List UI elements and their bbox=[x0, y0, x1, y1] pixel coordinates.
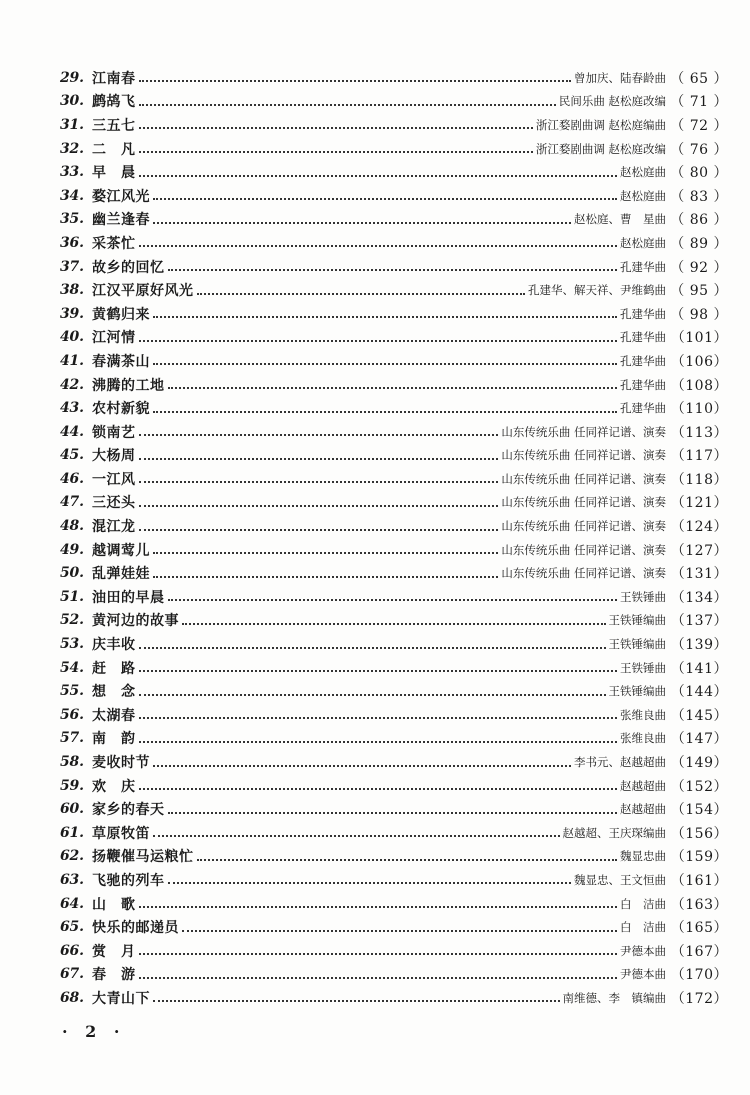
toc-entry-title: 江河情 bbox=[92, 330, 136, 347]
toc-entry-page: （134） bbox=[670, 589, 728, 606]
toc-entry-number: 50. bbox=[60, 565, 84, 582]
toc-entry-page: （101） bbox=[670, 330, 728, 347]
toc-entry-number: 65. bbox=[60, 919, 84, 936]
dot-leader bbox=[168, 598, 618, 601]
dot-leader bbox=[153, 999, 560, 1002]
toc-entry bbox=[60, 396, 728, 420]
dot-leader bbox=[153, 764, 571, 767]
dot-leader bbox=[197, 858, 618, 861]
toc-entry-page: （154） bbox=[670, 802, 728, 819]
toc-entry bbox=[60, 184, 728, 208]
toc-entry-author: 山东传统乐曲 任同祥记谱、演奏 bbox=[501, 471, 666, 486]
toc-entry-author: 王铁锤曲 bbox=[620, 589, 666, 604]
toc-entry bbox=[60, 326, 728, 350]
toc-entry-page: （172） bbox=[670, 990, 728, 1007]
toc-entry bbox=[60, 986, 728, 1010]
toc-entry-number: 57. bbox=[60, 730, 84, 747]
dot-leader bbox=[153, 834, 560, 837]
toc-entry-page: （131） bbox=[670, 566, 728, 583]
toc-entry-title: 农村新貌 bbox=[92, 401, 150, 418]
toc-entry-number: 60. bbox=[60, 801, 84, 818]
toc-entry bbox=[60, 656, 728, 680]
toc-entry-number: 51. bbox=[60, 588, 84, 605]
toc-entry-title: 一江风 bbox=[92, 471, 136, 488]
toc-entry-number: 61. bbox=[60, 824, 84, 841]
toc-entry-number: 47. bbox=[60, 494, 84, 511]
toc-entry bbox=[60, 609, 728, 633]
toc-entry-author: 赵越超曲 bbox=[620, 778, 666, 793]
toc-entry-title: 幽兰逢春 bbox=[92, 212, 150, 229]
toc-entry-page: （ 72 ） bbox=[670, 117, 728, 134]
toc-entry-author: 尹德本曲 bbox=[620, 967, 666, 982]
toc-entry bbox=[60, 561, 728, 585]
toc-entry-number: 31. bbox=[60, 116, 84, 133]
toc-entry-author: 山东传统乐曲 任同祥记谱、演奏 bbox=[501, 424, 666, 439]
dot-leader bbox=[139, 976, 618, 979]
toc-entry bbox=[60, 514, 728, 538]
toc-entry-title: 大杨周 bbox=[92, 448, 136, 465]
toc-entry-number: 40. bbox=[60, 329, 84, 346]
dot-leader bbox=[153, 551, 498, 554]
dot-leader bbox=[168, 386, 618, 389]
toc-entry-page: （113） bbox=[670, 424, 728, 441]
toc-entry bbox=[60, 868, 728, 892]
toc-entry-title: 麦收时节 bbox=[92, 755, 150, 772]
toc-entry-author: 孔建华曲 bbox=[620, 353, 666, 368]
toc-entry bbox=[60, 113, 728, 137]
toc-entry-number: 37. bbox=[60, 258, 84, 275]
toc-entry bbox=[60, 939, 728, 963]
toc-entry-number: 68. bbox=[60, 989, 84, 1006]
toc-entry-title: 三五七 bbox=[92, 117, 136, 134]
toc-entry-page: （170） bbox=[670, 967, 728, 984]
toc-entry-number: 49. bbox=[60, 541, 84, 558]
dot-leader bbox=[139, 244, 618, 247]
dot-leader bbox=[139, 433, 499, 436]
toc-entry-number: 30. bbox=[60, 93, 84, 110]
toc-entry-title: 草原牧笛 bbox=[92, 825, 150, 842]
toc-entry bbox=[60, 66, 728, 90]
toc-entry bbox=[60, 821, 728, 845]
toc-entry-title: 山 歌 bbox=[92, 896, 136, 913]
toc-entry-number: 42. bbox=[60, 376, 84, 393]
dot-leader bbox=[139, 126, 533, 129]
dot-leader bbox=[139, 457, 499, 460]
toc-entry-title: 婺江风光 bbox=[92, 188, 150, 205]
toc-entry-page: （ 89 ） bbox=[670, 235, 728, 252]
dot-leader bbox=[168, 811, 618, 814]
dot-leader bbox=[139, 740, 618, 743]
toc-entry-number: 41. bbox=[60, 352, 84, 369]
toc-entry-title: 春满茶山 bbox=[92, 353, 150, 370]
dot-leader bbox=[139, 528, 499, 531]
toc-entry-author: 孔建华曲 bbox=[620, 377, 666, 392]
toc-entry-number: 53. bbox=[60, 636, 84, 653]
dot-leader bbox=[139, 480, 499, 483]
toc-entry-number: 67. bbox=[60, 966, 84, 983]
toc-entry-page: （ 83 ） bbox=[670, 188, 728, 205]
toc-entry-title: 家乡的春天 bbox=[92, 802, 165, 819]
toc-entry-title: 想 念 bbox=[92, 684, 136, 701]
toc-entry-title: 庆丰收 bbox=[92, 637, 136, 654]
toc-entry-title: 越调莺儿 bbox=[92, 542, 150, 559]
toc-entry-author: 赵松庭曲 bbox=[620, 188, 666, 203]
toc-entry-author: 李书元、赵越超曲 bbox=[574, 755, 666, 770]
toc-entry-page: （139） bbox=[670, 637, 728, 654]
toc-entry-page: （141） bbox=[670, 660, 728, 677]
toc-entry-number: 45. bbox=[60, 447, 84, 464]
toc-entry-title: 鹧鸪飞 bbox=[92, 94, 136, 111]
dot-leader bbox=[153, 315, 617, 318]
toc-entry-author: 民间乐曲 赵松庭改编 bbox=[558, 94, 666, 109]
toc-entry-number: 32. bbox=[60, 140, 84, 157]
toc-entry-title: 沸腾的工地 bbox=[92, 377, 165, 394]
toc-entry-number: 63. bbox=[60, 871, 84, 888]
toc-entry-author: 赵松庭曲 bbox=[620, 235, 666, 250]
toc-entry-author: 山东传统乐曲 任同祥记谱、演奏 bbox=[501, 519, 666, 534]
toc-entry bbox=[60, 137, 728, 161]
toc-entry-number: 54. bbox=[60, 659, 84, 676]
toc-entry-author: 山东传统乐曲 任同祥记谱、演奏 bbox=[501, 542, 666, 557]
toc-entry bbox=[60, 491, 728, 515]
toc-entry bbox=[60, 302, 728, 326]
toc-entry-title: 混江龙 bbox=[92, 519, 136, 536]
toc-entry-page: （118） bbox=[670, 471, 728, 488]
toc-entry bbox=[60, 585, 728, 609]
toc-entry bbox=[60, 444, 728, 468]
dot-leader bbox=[153, 362, 617, 365]
toc-entry-author: 孔建华、解天祥、尹维鹤曲 bbox=[528, 283, 666, 298]
toc-entry-number: 39. bbox=[60, 305, 84, 322]
toc-entry-author: 王铁锤曲 bbox=[620, 660, 666, 675]
toc-entry-author: 白 洁曲 bbox=[620, 896, 666, 911]
dot-leader bbox=[168, 881, 572, 884]
toc-entry-number: 55. bbox=[60, 683, 84, 700]
toc-entry bbox=[60, 90, 728, 114]
toc-entry-title: 赏 月 bbox=[92, 943, 136, 960]
toc-entry bbox=[60, 774, 728, 798]
toc-entry bbox=[60, 703, 728, 727]
toc-entry-title: 黄河边的故事 bbox=[92, 613, 179, 630]
toc-entry bbox=[60, 467, 728, 491]
toc-entry-page: （167） bbox=[670, 943, 728, 960]
toc-entry-page: （149） bbox=[670, 755, 728, 772]
dot-leader bbox=[139, 716, 618, 719]
toc-entry-number: 58. bbox=[60, 754, 84, 771]
toc-entry-number: 34. bbox=[60, 187, 84, 204]
toc-entry-author: 张维良曲 bbox=[620, 707, 666, 722]
toc-entry-page: （165） bbox=[670, 920, 728, 937]
toc-entry-page: （ 86 ） bbox=[670, 212, 728, 229]
toc-entry-author: 山东传统乐曲 任同祥记谱、演奏 bbox=[501, 495, 666, 510]
toc-entry bbox=[60, 349, 728, 373]
dot-leader bbox=[182, 929, 617, 932]
toc-entry-title: 黄鹤归来 bbox=[92, 306, 150, 323]
toc-entry-number: 52. bbox=[60, 612, 84, 629]
toc-entry-number: 56. bbox=[60, 706, 84, 723]
toc-entry-page: （ 65 ） bbox=[670, 70, 728, 87]
toc-entry-author: 尹德本曲 bbox=[620, 943, 666, 958]
toc-entry-author: 孔建华曲 bbox=[620, 401, 666, 416]
toc-entry-title: 油田的早晨 bbox=[92, 589, 165, 606]
toc-entry-title: 锁南艺 bbox=[92, 424, 136, 441]
toc-entry-page: （152） bbox=[670, 778, 728, 795]
toc-entry-number: 64. bbox=[60, 895, 84, 912]
dot-leader bbox=[139, 787, 618, 790]
page-number-footer: · 2 · bbox=[62, 1022, 126, 1041]
toc-entry-author: 魏显忠、王文恒曲 bbox=[574, 872, 666, 887]
toc-entry-page: （ 80 ） bbox=[670, 165, 728, 182]
toc-entry-title: 快乐的邮递员 bbox=[92, 920, 179, 937]
toc-entry bbox=[60, 231, 728, 255]
toc-entry-title: 早 晨 bbox=[92, 165, 136, 182]
toc-entry-page: （ 95 ） bbox=[670, 283, 728, 300]
toc-entry bbox=[60, 160, 728, 184]
toc-entry-number: 38. bbox=[60, 282, 84, 299]
toc-entry-author: 孔建华曲 bbox=[620, 306, 666, 321]
dot-leader bbox=[139, 504, 499, 507]
toc-entry-author: 南维德、李 镇编曲 bbox=[562, 990, 666, 1005]
toc-entry-page: （147） bbox=[670, 731, 728, 748]
toc-entry-title: 江汉平原好风光 bbox=[92, 283, 194, 300]
dot-leader bbox=[153, 410, 617, 413]
toc-entry-author: 山东传统乐曲 任同祥记谱、演奏 bbox=[501, 566, 666, 581]
toc-entry-author: 山东传统乐曲 任同祥记谱、演奏 bbox=[501, 448, 666, 463]
toc-entry-page: （159） bbox=[670, 849, 728, 866]
toc-entry-title: 三还头 bbox=[92, 495, 136, 512]
toc-entry bbox=[60, 255, 728, 279]
toc-entry-number: 29. bbox=[60, 69, 84, 86]
toc-entry bbox=[60, 538, 728, 562]
toc-entry-author: 浙江婺剧曲调 赵松庭编曲 bbox=[535, 117, 666, 132]
toc-entry-author: 浙江婺剧曲调 赵松庭改编 bbox=[535, 141, 666, 156]
toc-entry bbox=[60, 963, 728, 987]
toc-entry-number: 44. bbox=[60, 423, 84, 440]
dot-leader bbox=[168, 268, 618, 271]
toc-entry-title: 扬鞭催马运粮忙 bbox=[92, 849, 194, 866]
toc-entry-title: 太湖春 bbox=[92, 707, 136, 724]
dot-leader bbox=[139, 79, 572, 82]
toc-entry-title: 南 韵 bbox=[92, 731, 136, 748]
toc-entry-author: 魏显忠曲 bbox=[620, 849, 666, 864]
dot-leader bbox=[139, 174, 618, 177]
toc-entry-number: 66. bbox=[60, 942, 84, 959]
toc-entry-title: 春 游 bbox=[92, 967, 136, 984]
dot-leader bbox=[139, 693, 606, 696]
toc-entry-page: （144） bbox=[670, 684, 728, 701]
toc-entry-title: 二 凡 bbox=[92, 141, 136, 158]
toc-entry-title: 故乡的回忆 bbox=[92, 259, 165, 276]
toc-entry-number: 43. bbox=[60, 400, 84, 417]
toc-entry-page: （ 76 ） bbox=[670, 141, 728, 158]
toc-entry bbox=[60, 797, 728, 821]
toc-entry-author: 孔建华曲 bbox=[620, 259, 666, 274]
toc-entry-author: 王铁锤编曲 bbox=[608, 637, 666, 652]
toc-entry-author: 曾加庆、陆春龄曲 bbox=[574, 70, 666, 85]
toc-entry-page: （ 98 ） bbox=[670, 306, 728, 323]
toc-entry-page: （121） bbox=[670, 495, 728, 512]
dot-leader bbox=[139, 669, 618, 672]
toc-entry-page: （110） bbox=[670, 401, 728, 418]
toc-entry-number: 33. bbox=[60, 164, 84, 181]
toc-entry bbox=[60, 373, 728, 397]
toc-entry-title: 江南春 bbox=[92, 70, 136, 87]
dot-leader bbox=[182, 622, 606, 625]
toc-entry bbox=[60, 420, 728, 444]
toc-entry-author: 赵越超曲 bbox=[620, 802, 666, 817]
toc-entry-title: 赶 路 bbox=[92, 660, 136, 677]
toc-entry-page: （ 71 ） bbox=[670, 94, 728, 111]
toc-entry-page: （106） bbox=[670, 353, 728, 370]
toc-entry bbox=[60, 727, 728, 751]
toc-entry-page: （127） bbox=[670, 542, 728, 559]
dot-leader bbox=[139, 103, 556, 106]
toc-entry-title: 欢 庆 bbox=[92, 778, 136, 795]
toc-entry-author: 王铁锤编曲 bbox=[608, 613, 666, 628]
toc-entry-page: （161） bbox=[670, 872, 728, 889]
toc-entry-author: 赵越超、王庆琛编曲 bbox=[562, 825, 666, 840]
toc-entry-title: 采茶忙 bbox=[92, 235, 136, 252]
toc-entry-author: 张维良曲 bbox=[620, 731, 666, 746]
dot-leader bbox=[153, 197, 617, 200]
toc-entry-author: 白 洁曲 bbox=[620, 920, 666, 935]
toc-entry bbox=[60, 915, 728, 939]
toc-entry-title: 乱弹娃娃 bbox=[92, 566, 150, 583]
toc-entry bbox=[60, 208, 728, 232]
toc-entry bbox=[60, 278, 728, 302]
toc-entry-number: 48. bbox=[60, 518, 84, 535]
toc-entry-author: 赵松庭、曹 星曲 bbox=[574, 212, 666, 227]
toc-entry bbox=[60, 892, 728, 916]
toc-entry-author: 赵松庭曲 bbox=[620, 165, 666, 180]
toc-entry-page: （156） bbox=[670, 825, 728, 842]
toc-entry-page: （137） bbox=[670, 613, 728, 630]
toc-entry-author: 孔建华曲 bbox=[620, 330, 666, 345]
toc-entry-title: 大青山下 bbox=[92, 990, 150, 1007]
dot-leader bbox=[153, 221, 571, 224]
toc-entry-author: 王铁锤编曲 bbox=[608, 684, 666, 699]
dot-leader bbox=[139, 905, 618, 908]
table-of-contents bbox=[60, 66, 728, 1010]
toc-entry-page: （ 92 ） bbox=[670, 259, 728, 276]
dot-leader bbox=[139, 339, 618, 342]
toc-entry-number: 62. bbox=[60, 848, 84, 865]
dot-leader bbox=[153, 575, 498, 578]
dot-leader bbox=[139, 150, 533, 153]
dot-leader bbox=[139, 646, 606, 649]
toc-entry bbox=[60, 845, 728, 869]
toc-entry-number: 46. bbox=[60, 470, 84, 487]
toc-entry-page: （108） bbox=[670, 377, 728, 394]
toc-entry-page: （145） bbox=[670, 707, 728, 724]
toc-entry-number: 59. bbox=[60, 777, 84, 794]
toc-entry bbox=[60, 632, 728, 656]
toc-entry-title: 飞驰的列车 bbox=[92, 872, 165, 889]
toc-entry-number: 35. bbox=[60, 211, 84, 228]
dot-leader bbox=[139, 952, 618, 955]
toc-entry-page: （163） bbox=[670, 896, 728, 913]
toc-entry-number: 36. bbox=[60, 234, 84, 251]
toc-entry bbox=[60, 679, 728, 703]
toc-entry-page: （117） bbox=[670, 448, 728, 465]
dot-leader bbox=[197, 292, 526, 295]
toc-entry bbox=[60, 750, 728, 774]
toc-entry-page: （124） bbox=[670, 519, 728, 536]
